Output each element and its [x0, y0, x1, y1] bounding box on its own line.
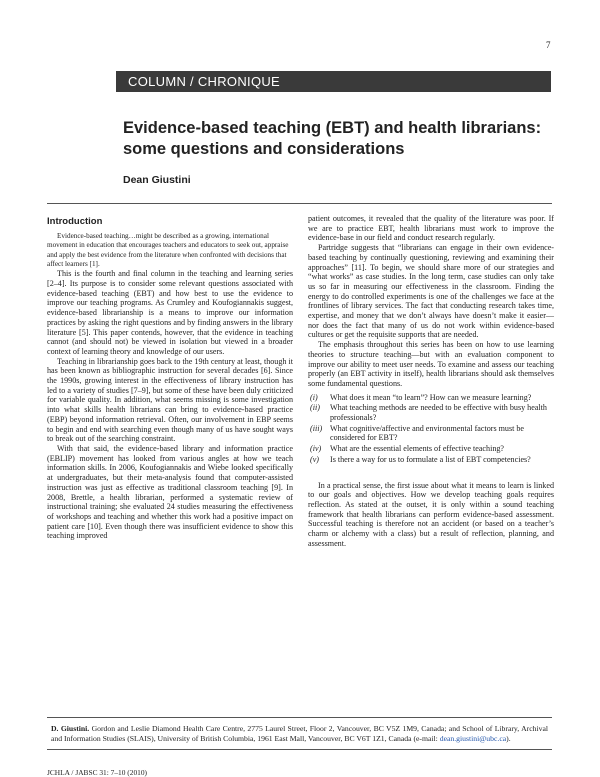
journal-citation: JCHLA / JABSC 31: 7–10 (2010) — [47, 768, 147, 777]
paragraph-spacer — [308, 471, 554, 481]
section-heading-introduction: Introduction — [47, 216, 103, 227]
author-name: Dean Giustini — [123, 174, 191, 186]
question-text: Is there a way for us to formulate a list of EBT competencies? — [330, 454, 531, 464]
footnote-affiliation: Gordon and Leslie Diamond Health Care Centre, 2775 Laurel Street, Floor 2, Vancouver, BC V5Z 1M9, Canada; and School of Library, Archival and Information Studies (SLAIS), University of British Columbia, 1961 East Mall, Vancouver, BC V6T 1Z1, Canada (e-mail: — [51, 724, 549, 743]
question-item — [308, 444, 554, 454]
question-number: (i) — [310, 392, 318, 402]
left-column — [47, 214, 293, 541]
article-title: Evidence-based teaching (EBT) and health librarians: some questions and considerations — [123, 119, 542, 158]
column-header-band: COLUMN / CHRONIQUE — [116, 71, 551, 92]
footnote-closing: ). — [506, 734, 511, 743]
epigraph-quote: Evidence-based teaching…might be described as a growing, international movement in education that encourages teachers and educators to seek out, appraise and apply the best evidence from the literature when confronted with decisions that affect learners [1]. — [47, 231, 289, 268]
body-paragraph: The emphasis throughout this series has been on how to use learning theories to structure teaching—but with an evaluation component to improve our ability to meet user needs. To examine and assess our teaching properly (an EBT activity in itself), health librarians should ask themselves some fundamental questions. — [308, 340, 554, 388]
question-number: (v) — [310, 454, 319, 464]
question-text: What cognitive/affective and environmental factors must be considered for EBT? — [330, 423, 525, 443]
body-paragraph: This is the fourth and final column in the teaching and learning series [2–4]. Its purpose is to consider some relevant questions associated with evidence-based teaching (EBT) and how best to use the evidence to improve our teaching programs. As Crumley and Koufogiannakis suggest, evidence-based librarianship is a means to improve our information practices by asking the right questions and by finding answers in the library literature [5]. This paper contends, however, that the evidence in teaching cannot (and should not) be viewed in isolation but viewed in a broader context of learning theory and knowledge of our users. — [47, 269, 293, 356]
right-column — [308, 214, 554, 549]
page-number: 7 — [546, 40, 551, 50]
question-list — [308, 393, 554, 465]
body-paragraph: In a practical sense, the first issue about what it means to learn is linked to our goals and objectives. How we develop teaching goals requires reflection. As stated at the outset, it is only within a sound teaching framework that health librarians can perform evidence-based assessment. Successful teaching is therefore not an accident (or based on a teacher’s charm or alchemy with a class) but a result of reflection, planning, and assessment. — [308, 480, 554, 548]
body-paragraph: With that said, the evidence-based library and information practice (EBLIP) movement has looked from various angles at how we teach information skills. In 2006, Koufogiannakis and Wiebe looked specifically at undergraduates, but their meta-analysis found that computer-assisted instruction was just as effective as traditional classroom teaching [9]. In 2008, Brettle, a health librarian, performed a systematic review of instructional training; she evaluated 24 studies measuring the effectiveness of workshops and teaching and whether this work had a positive impact on patient care [10]. Even though there was insufficient evidence to show this teaching improved — [47, 443, 293, 541]
question-text: What teaching methods are needed to be effective with busy health professionals? — [330, 403, 547, 423]
author-affiliation-footnote — [47, 717, 552, 750]
question-item — [308, 455, 554, 465]
question-text: What are the essential elements of effective teaching? — [330, 444, 505, 454]
body-paragraph: Teaching in librarianship goes back to the 19th century at least, though it has been known as bibliographic instruction for several decades [6]. Since the 1990s, growing interest in the effectiveness of library instruction has led to a variety of studies [7–9], but some of these have been duly criticized for variable quality. In addition, what seems missing is some investigation into what skills health librarians can bring to evidence-based practice (EBP) beyond information retrieval. Often, our involvement in EBP seems to begin and end with searching even though many of us have sought ways to break out of the searching constraint. — [47, 356, 293, 444]
body-paragraph: Partridge suggests that “librarians can engage in their own evidence-based teaching by continually questioning, reviewing and examining their approaches” [11]. To begin, we should share more of our strategies and “what works” as case studies. In the long term, case studies can only take us so far in measuring our effectiveness in the classroom. Finding the energy to do controlled experiments is one of the challenges we face at the frontlines of library services. The fact that conducting research takes time, expertise, and money that we don’t always have doesn’t make it easier—nor does the fact that many of us do not work within evidence-based cultures or get the requisite supports that are needed. — [308, 243, 554, 340]
question-item — [308, 424, 554, 443]
header-divider — [47, 203, 552, 204]
question-number: (ii) — [310, 403, 320, 413]
footnote-author: D. Giustini. — [51, 724, 90, 733]
question-number: (iv) — [310, 444, 322, 454]
question-item — [308, 393, 554, 403]
question-number: (iii) — [310, 423, 323, 433]
body-paragraph: patient outcomes, it revealed that the quality of the literature was poor. If we are to practice EBT, health librarians must work to improve the evidence-base in our field and conduct research regularly. — [308, 214, 554, 243]
question-text: What does it mean “to learn”? How can we measure learning? — [330, 392, 532, 402]
author-email-link[interactable]: dean.giustini@ubc.ca — [439, 734, 507, 743]
question-item — [308, 403, 554, 422]
